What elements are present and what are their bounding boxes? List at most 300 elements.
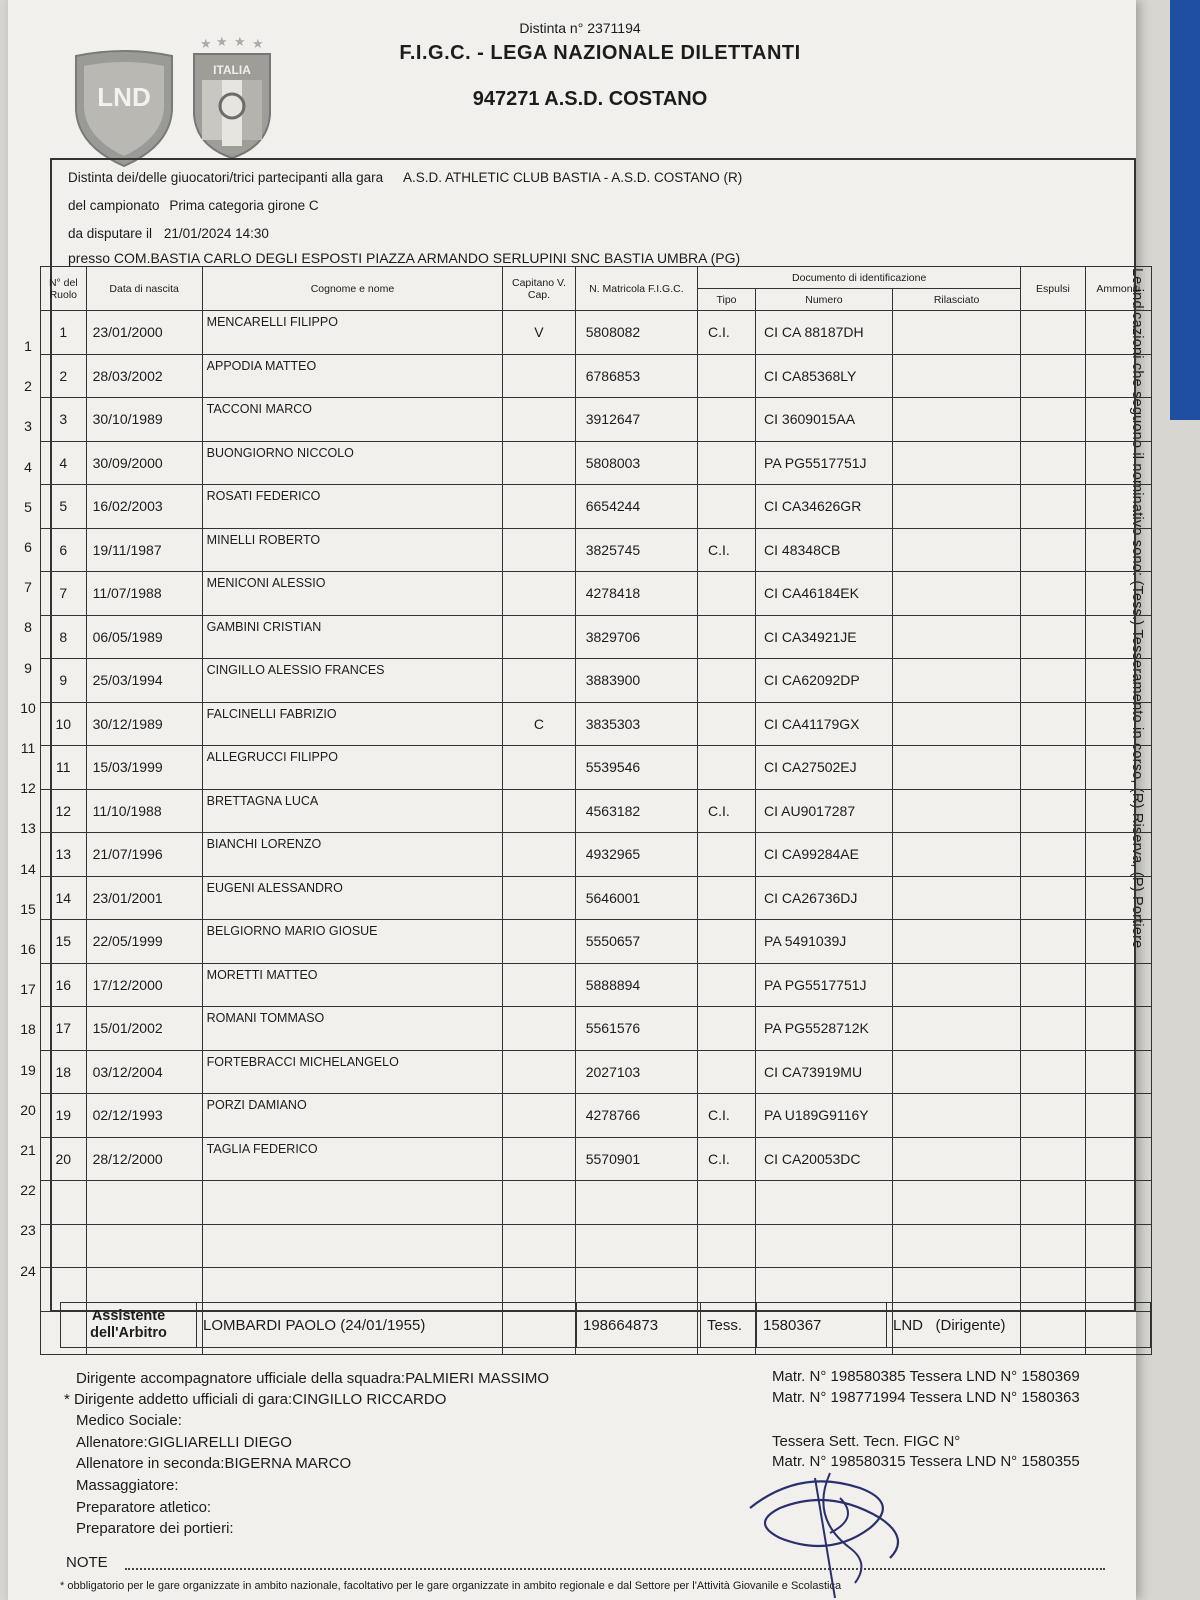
table-row [41,833,1152,877]
player-doc-numero: CI CA26736DJ [756,876,893,920]
player-doc-tipo: C.I. [698,528,756,572]
player-ammoniti [1085,1137,1151,1181]
row-number: 21 [20,1142,36,1158]
player-espulsi [1021,920,1085,964]
player-doc-numero: CI CA41179GX [756,702,893,746]
row-number: 14 [20,860,36,877]
player-matricola: 3825745 [575,528,697,572]
player-ruolo: 13 [41,833,87,877]
row-number: 13 [20,820,36,837]
player-matricola: 5570901 [575,1137,697,1181]
player-doc-numero: CI CA73919MU [756,1050,893,1094]
player-matricola: 5808003 [575,441,697,485]
player-ruolo: 7 [41,572,87,616]
seconda-value: BIGERNA MARCO [224,1455,352,1472]
col-captain: Capitano V. Cap. [503,267,576,311]
player-captain [503,920,576,964]
player-name: GAMBINI CRISTIAN [202,615,503,659]
player-birthdate: 19/11/1987 [86,528,202,572]
player-ammoniti [1085,876,1151,920]
player-espulsi [1021,1050,1085,1094]
player-doc-tipo [698,876,756,920]
player-doc-rilasciato [892,1094,1021,1138]
player-doc-rilasciato [892,311,1021,355]
addetto-label: * Dirigente addetto ufficiali di gara: [64,1391,293,1408]
player-doc-numero: CI CA 88187DH [756,311,893,355]
player-birthdate: 03/12/2004 [86,1050,202,1094]
row-number: 12 [20,780,36,797]
player-birthdate: 23/01/2000 [86,311,202,355]
note-label: NOTE [66,1554,108,1571]
player-ruolo: 9 [41,659,87,703]
dirigente-right: Matr. N° 198580385 Tessera LND N° 1580369 [772,1368,1080,1385]
seconda-right: Matr. N° 198580315 Tessera LND N° 1580355 [772,1453,1080,1470]
table-row [41,702,1152,746]
player-captain [503,354,576,398]
player-birthdate: 28/12/2000 [86,1137,202,1181]
row-number: 18 [20,1021,36,1038]
table-row [41,876,1152,920]
player-doc-numero [756,1224,893,1268]
row-number: 1 [24,338,32,354]
player-captain [503,572,576,616]
player-ammoniti [1085,659,1151,703]
row-number: 17 [20,981,36,998]
participants-line [68,170,742,185]
footnote: * obbligatorio per le gare organizzate in ambito nazionale, facoltativo per le gare organizzate in ambito regionale e dal Settore per l'Attività Giovanile e Scolastica [60,1580,842,1592]
player-espulsi [1021,876,1085,920]
player-captain [503,1094,576,1138]
row-number: 6 [24,539,32,555]
player-espulsi [1021,1224,1085,1268]
assistant-label: Assistente dell'Arbitro [61,1303,197,1348]
player-name: PORZI DAMIANO [202,1094,503,1138]
player-birthdate: 11/07/1988 [86,572,202,616]
player-doc-numero: PA PG5528712K [756,1007,893,1051]
row-number: 15 [20,900,36,917]
svg-text:★: ★ [200,36,212,51]
seconda-label: Allenatore in seconda: [76,1455,225,1472]
player-doc-tipo [698,354,756,398]
dirigente-value: PALMIERI MASSIMO [405,1370,550,1387]
note-line [125,1568,1105,1570]
player-birthdate: 15/01/2002 [86,1007,202,1051]
allenatore-right: Tessera Sett. Tecn. FIGC N° [772,1433,961,1450]
player-doc-rilasciato [892,354,1021,398]
player-doc-numero: CI CA99284AE [756,833,893,877]
allenatore-value: GIGLIARELLI DIEGO [147,1434,292,1451]
player-ruolo: 17 [41,1007,87,1051]
player-doc-tipo [698,398,756,442]
player-doc-tipo [698,833,756,877]
player-ruolo: 20 [41,1137,87,1181]
svg-text:★: ★ [234,34,246,49]
row-number: 9 [24,659,32,676]
table-row [41,311,1152,355]
player-matricola: 3829706 [575,615,697,659]
player-doc-tipo [698,1007,756,1051]
player-doc-tipo [698,702,756,746]
player-birthdate [86,1224,202,1268]
player-ammoniti [1085,963,1151,1007]
player-doc-numero: CI CA20053DC [756,1137,893,1181]
player-ruolo: 14 [41,876,87,920]
player-doc-rilasciato [892,1050,1021,1094]
player-name: BRETTAGNA LUCA [202,789,503,833]
player-doc-rilasciato [892,789,1021,833]
table-row [41,441,1152,485]
portieri-label: Preparatore dei portieri: [76,1520,234,1537]
presso-value: COM.BASTIA CARLO DEGLI ESPOSTI PIAZZA ARMANDO SERLUPINI SNC BASTIA UMBRA (PG) [113,250,741,266]
player-ammoniti [1085,1181,1151,1225]
player-doc-rilasciato [892,572,1021,616]
player-espulsi [1021,528,1085,572]
disputare-value: 21/01/2024 14:30 [163,226,269,241]
player-ruolo [41,1181,87,1225]
assistant-numero: 1580367 [757,1303,887,1348]
player-birthdate: 30/12/1989 [86,702,202,746]
table-row [41,528,1152,572]
player-ruolo: 2 [41,354,87,398]
lnd-logo-icon [72,50,176,168]
player-doc-tipo [698,1050,756,1094]
player-espulsi [1021,1007,1085,1051]
player-ammoniti [1085,1007,1151,1051]
table-row [41,572,1152,616]
disputare-label: da disputare il [68,226,153,241]
player-birthdate: 15/03/1999 [86,746,202,790]
player-birthdate: 28/03/2002 [86,354,202,398]
col-numero: Numero [756,289,893,311]
allenatore-label: Allenatore: [76,1434,148,1451]
player-birthdate: 06/05/1989 [86,615,202,659]
player-doc-numero: CI CA34626GR [756,485,893,529]
row-number: 22 [20,1182,36,1199]
player-ammoniti [1085,572,1151,616]
row-number: 11 [20,740,36,756]
preparatore-label: Preparatore atletico: [76,1499,212,1516]
table-row [41,1094,1152,1138]
player-matricola: 5561576 [575,1007,697,1051]
medico-label: Medico Sociale: [76,1412,182,1429]
player-doc-tipo [698,746,756,790]
campionato-label: del campionato [68,198,160,213]
player-ruolo: 4 [41,441,87,485]
player-doc-tipo: C.I. [698,311,756,355]
player-captain: C [503,702,576,746]
player-ammoniti [1085,354,1151,398]
player-doc-tipo: C.I. [698,1137,756,1181]
player-ammoniti [1085,398,1151,442]
player-ruolo: 15 [41,920,87,964]
player-matricola: 4278418 [575,572,697,616]
players-table [40,266,1152,1355]
assistant-role: LND (Dirigente) [887,1303,1151,1348]
player-doc-numero: PA PG5517751J [756,441,893,485]
assistant-tipo: Tess. [701,1303,757,1348]
player-doc-tipo [698,485,756,529]
player-espulsi [1021,398,1085,442]
player-espulsi [1021,659,1085,703]
player-espulsi [1021,833,1085,877]
col-ammoniti: Ammoniti [1085,267,1151,311]
player-name: ROSATI FEDERICO [202,485,503,529]
club-title: 947271 A.S.D. COSTANO [472,88,708,110]
player-name: ALLEGRUCCI FILIPPO [202,746,503,790]
player-doc-numero: CI CA62092DP [756,659,893,703]
campionato-line [68,198,319,213]
table-row [41,398,1152,442]
player-name: TAGLIA FEDERICO [202,1137,503,1181]
player-espulsi [1021,485,1085,529]
player-doc-rilasciato [892,528,1021,572]
player-doc-rilasciato [892,1224,1021,1268]
player-doc-rilasciato [892,876,1021,920]
disputare-line [68,226,269,241]
assistant-table [60,1302,1151,1348]
player-doc-rilasciato [892,963,1021,1007]
col-name: Cognome e nome [202,267,503,311]
addetto-right: Matr. N° 198771994 Tessera LND N° 1580363 [772,1389,1080,1406]
assistant-name: LOMBARDI PAOLO (24/01/1955) [197,1303,577,1348]
player-captain [503,876,576,920]
player-ruolo: 18 [41,1050,87,1094]
player-ruolo: 11 [41,746,87,790]
player-doc-numero: CI 48348CB [756,528,893,572]
player-ammoniti [1085,615,1151,659]
player-ruolo [41,1224,87,1268]
player-doc-numero: PA U189G9116Y [756,1094,893,1138]
campionato-value: Prima categoria girone C [169,198,319,213]
row-number: 16 [20,941,36,957]
signature-scribble [740,1458,940,1600]
player-matricola: 5888894 [575,963,697,1007]
table-row [41,659,1152,703]
table-row [41,485,1152,529]
player-name: EUGENI ALESSANDRO [202,876,503,920]
player-captain: V [503,311,576,355]
player-name: MORETTI MATTEO [202,963,503,1007]
svg-text:★: ★ [252,36,264,51]
player-doc-tipo [698,659,756,703]
side-note: Le indicazioni che seguono il nominativo sono: (Tess.) Tesseramento in corso, (R) Riserva, (P) Portiere [1129,268,1145,949]
player-espulsi [1021,1094,1085,1138]
player-captain [503,1137,576,1181]
player-captain [503,1181,576,1225]
player-ruolo: 16 [41,963,87,1007]
player-espulsi [1021,441,1085,485]
col-birth: Data di nascita [86,267,202,311]
player-name: APPODIA MATTEO [202,354,503,398]
row-number: 24 [20,1262,36,1279]
player-name: FALCINELLI FABRIZIO [202,702,503,746]
player-doc-numero: CI CA34921JE [756,615,893,659]
player-espulsi [1021,354,1085,398]
row-number: 5 [24,498,32,515]
participants-value: A.S.D. ATHLETIC CLUB BASTIA - A.S.D. COSTANO (R) [402,170,743,185]
row-number: 3 [24,418,32,435]
player-doc-rilasciato [892,615,1021,659]
player-doc-rilasciato [892,659,1021,703]
table-row [41,789,1152,833]
player-captain [503,963,576,1007]
player-espulsi [1021,746,1085,790]
player-captain [503,398,576,442]
row-number: 23 [20,1222,36,1239]
player-doc-tipo [698,1224,756,1268]
player-matricola: 3912647 [575,398,697,442]
player-name: ROMANI TOMMASO [202,1007,503,1051]
player-espulsi [1021,311,1085,355]
player-birthdate: 23/01/2001 [86,876,202,920]
distinta-number: Distinta n° 2371194 [519,20,641,36]
col-ruolo: N° del Ruolo [41,267,87,311]
player-doc-numero: CI CA85368LY [756,354,893,398]
col-tipo: Tipo [698,289,756,311]
player-ruolo: 1 [41,311,87,355]
player-name: MENICONI ALESSIO [202,572,503,616]
dirigente-line [76,1370,549,1387]
player-matricola: 6786853 [575,354,697,398]
player-espulsi [1021,1137,1085,1181]
table-row [41,1224,1152,1268]
player-name: BIANCHI LORENZO [202,833,503,877]
player-ruolo: 8 [41,615,87,659]
player-captain [503,833,576,877]
player-name: TACCONI MARCO [202,398,503,442]
player-ammoniti [1085,485,1151,529]
player-ammoniti [1085,528,1151,572]
player-ruolo: 10 [41,702,87,746]
svg-text:★: ★ [216,34,228,49]
col-matricola: N. Matricola F.I.G.C. [575,267,697,311]
row-number: 20 [20,1101,36,1118]
player-name [202,1224,503,1268]
italia-logo-icon [190,34,274,160]
player-espulsi [1021,572,1085,616]
player-doc-tipo [698,1181,756,1225]
player-name: FORTEBRACCI MICHELANGELO [202,1050,503,1094]
player-birthdate: 02/12/1993 [86,1094,202,1138]
player-ammoniti [1085,746,1151,790]
player-matricola [575,1224,697,1268]
player-doc-rilasciato [892,1007,1021,1051]
player-doc-rilasciato [892,920,1021,964]
player-name: BELGIORNO MARIO GIOSUE [202,920,503,964]
player-birthdate: 25/03/1994 [86,659,202,703]
table-row [41,920,1152,964]
player-captain [503,1224,576,1268]
table-row [41,1050,1152,1094]
player-doc-tipo: C.I. [698,789,756,833]
player-ammoniti [1085,702,1151,746]
player-doc-tipo [698,963,756,1007]
player-doc-numero: PA PG5517751J [756,963,893,1007]
player-captain [503,1050,576,1094]
table-row [41,1137,1152,1181]
player-matricola: 4278766 [575,1094,697,1138]
player-doc-numero: CI 3609015AA [756,398,893,442]
player-doc-rilasciato [892,441,1021,485]
player-matricola [575,1181,697,1225]
dirigente-label: Dirigente accompagnatore ufficiale della squadra: [76,1370,406,1387]
player-espulsi [1021,1181,1085,1225]
player-doc-numero [756,1181,893,1225]
table-row [41,615,1152,659]
table-row [41,963,1152,1007]
row-number: 4 [24,458,32,475]
col-document: Documento di identificazione [698,267,1021,289]
player-espulsi [1021,963,1085,1007]
italia-logo-text: ITALIA [213,63,251,77]
table-row [41,1007,1152,1051]
player-matricola: 5550657 [575,920,697,964]
player-captain [503,746,576,790]
addetto-value: CINGILLO RICCARDO [292,1391,447,1408]
player-ruolo: 12 [41,789,87,833]
row-number: 8 [24,619,32,636]
player-doc-numero: CI AU9017287 [756,789,893,833]
massaggiatore-label: Massaggiatore: [76,1477,179,1494]
allenatore-line [76,1434,292,1451]
player-birthdate: 11/10/1988 [86,789,202,833]
player-doc-tipo [698,441,756,485]
player-birthdate: 22/05/1999 [86,920,202,964]
player-ammoniti [1085,311,1151,355]
player-ammoniti [1085,833,1151,877]
player-birthdate: 30/10/1989 [86,398,202,442]
player-captain [503,441,576,485]
player-captain [503,528,576,572]
player-doc-tipo: C.I. [698,1094,756,1138]
player-ruolo: 6 [41,528,87,572]
player-doc-rilasciato [892,398,1021,442]
player-matricola: 4932965 [575,833,697,877]
player-ammoniti [1085,441,1151,485]
player-doc-rilasciato [892,702,1021,746]
player-captain [503,615,576,659]
player-birthdate: 21/07/1996 [86,833,202,877]
player-matricola: 3835303 [575,702,697,746]
col-espulsi: Espulsi [1021,267,1085,311]
player-matricola: 3883900 [575,659,697,703]
row-number: 2 [24,378,32,395]
federation-title: F.I.G.C. - LEGA NAZIONALE DILETTANTI [399,42,801,64]
player-ruolo: 19 [41,1094,87,1138]
player-name: MENCARELLI FILIPPO [202,311,503,355]
player-doc-rilasciato [892,833,1021,877]
player-ruolo: 3 [41,398,87,442]
player-doc-rilasciato [892,1137,1021,1181]
table-row [41,746,1152,790]
table-row [41,354,1152,398]
player-captain [503,789,576,833]
player-ammoniti [1085,789,1151,833]
player-doc-numero: PA 5491039J [756,920,893,964]
player-ruolo: 5 [41,485,87,529]
player-matricola: 2027103 [575,1050,697,1094]
player-doc-rilasciato [892,746,1021,790]
participants-label: Distinta dei/delle giuocatori/trici partecipanti alla gara [68,170,384,185]
player-matricola: 5808082 [575,311,697,355]
background-edge [1170,0,1200,420]
presso-line [68,250,740,266]
player-matricola: 4563182 [575,789,697,833]
player-doc-tipo [698,920,756,964]
player-doc-tipo [698,572,756,616]
player-espulsi [1021,702,1085,746]
player-birthdate: 30/09/2000 [86,441,202,485]
